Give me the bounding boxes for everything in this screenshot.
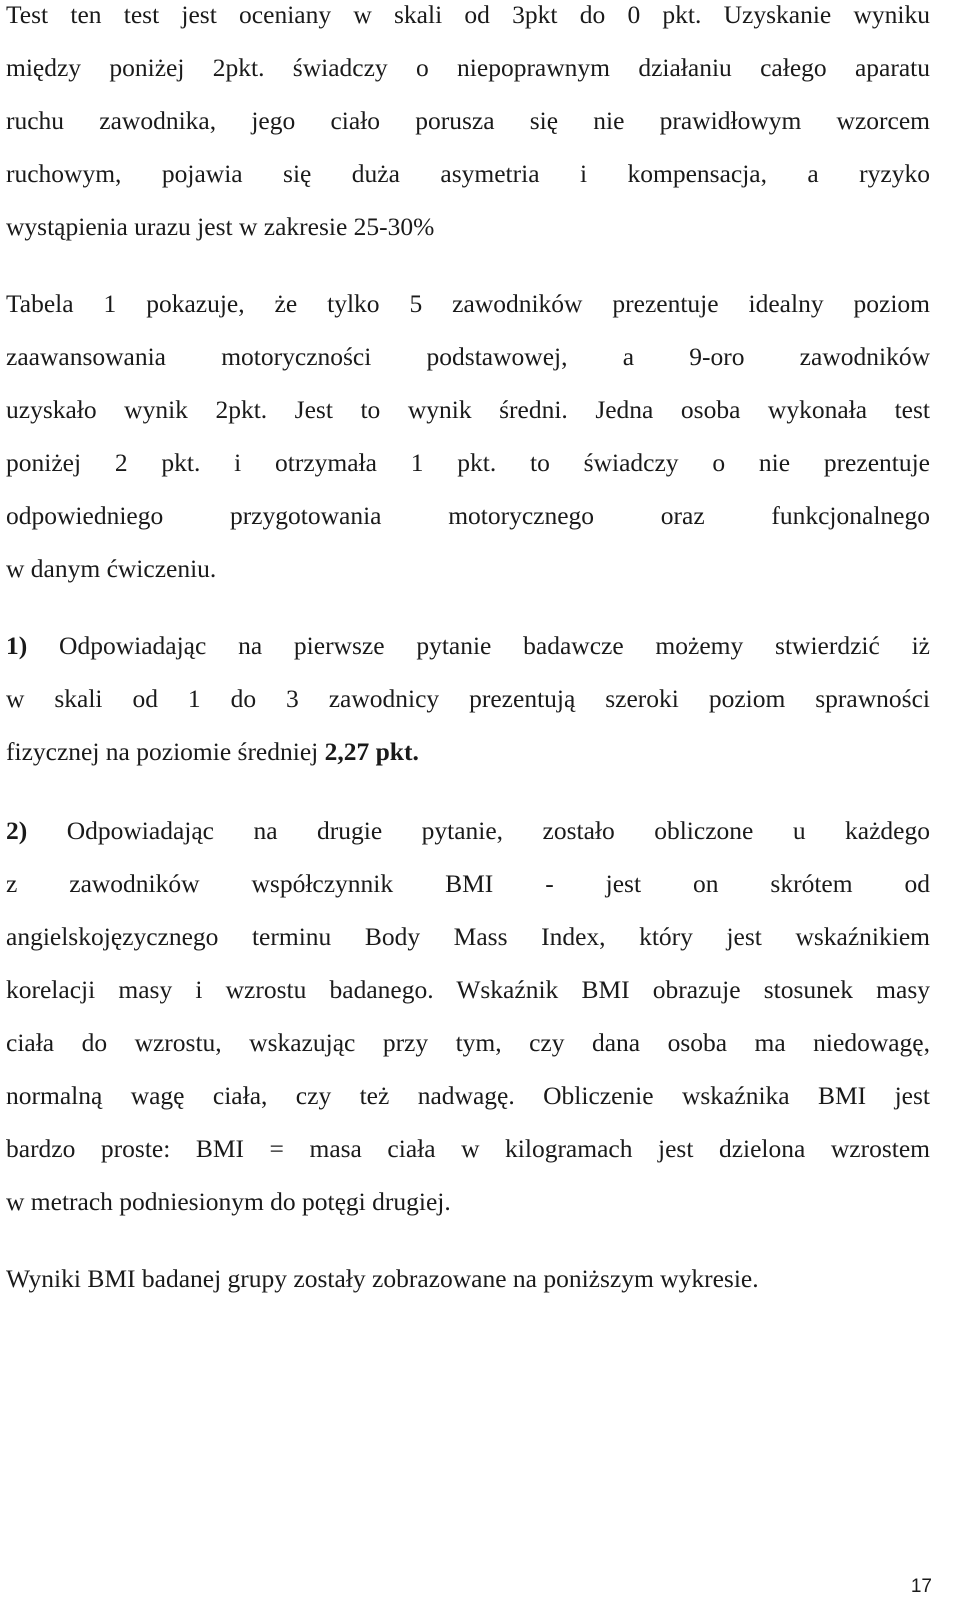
text-line: Tabela 1 pokazuje, że tylko 5 zawodników prezentuje idealny poziom bbox=[6, 289, 930, 318]
text-line: odpowiedniego przygotowania motorycznego oraz funkcjonalnego bbox=[6, 501, 930, 530]
text-line: w metrach podniesionym do potęgi drugiej. bbox=[6, 1187, 451, 1216]
text-line: uzyskało wynik 2pkt. Jest to wynik średni. Jedna osoba wykonała test bbox=[6, 395, 930, 424]
text-span: Odpowiadając na pierwsze pytanie badawcze możemy stwierdzić iż bbox=[27, 631, 930, 660]
page-number: 17 bbox=[910, 1576, 932, 1597]
text-line bbox=[6, 737, 930, 771]
text-line: zaawansowania motoryczności podstawowej, a 9-oro zawodników bbox=[6, 342, 930, 371]
text-span: fizycznej na poziomie średniej bbox=[6, 737, 325, 766]
text-line: wystąpienia urazu jest w zakresie 25-30% bbox=[6, 212, 435, 241]
text-span: Odpowiadając na drugie pytanie, zostało obliczone u każdego bbox=[27, 816, 930, 845]
text-line: ciała do wzrostu, wskazując przy tym, czy dana osoba ma niedowagę, bbox=[6, 1028, 930, 1057]
text-line: z zawodników współczynnik BMI - jest on skrótem od bbox=[6, 869, 930, 898]
text-line: w skali od 1 do 3 zawodnicy prezentują szeroki poziom sprawności bbox=[6, 684, 930, 713]
text-line: między poniżej 2pkt. świadczy o niepoprawnym działaniu całego aparatu bbox=[6, 53, 930, 82]
text-line: ruchowym, pojawia się duża asymetria i kompensacja, a ryzyko bbox=[6, 159, 930, 188]
text-line: normalną wagę ciała, czy też nadwagę. Obliczenie wskaźnika BMI jest bbox=[6, 1081, 930, 1110]
average-value: 2,27 pkt. bbox=[324, 737, 419, 766]
text-line: ruchu zawodnika, jego ciało porusza się nie prawidłowym wzorcem bbox=[6, 106, 930, 135]
text-line: Wyniki BMI badanej grupy zostały zobrazowane na poniższym wykresie. bbox=[6, 1264, 759, 1293]
text-line bbox=[6, 631, 930, 665]
text-line: Test ten test jest oceniany w skali od 3pkt do 0 pkt. Uzyskanie wyniku bbox=[6, 0, 930, 29]
text-line: bardzo proste: BMI = masa ciała w kilogramach jest dzielona wzrostem bbox=[6, 1134, 930, 1163]
text-line: angielskojęzycznego terminu Body Mass Index, który jest wskaźnikiem bbox=[6, 922, 930, 951]
text-line: w danym ćwiczeniu. bbox=[6, 554, 217, 583]
text-line bbox=[6, 816, 930, 850]
list-number: 2) bbox=[6, 816, 28, 845]
text-line: korelacji masy i wzrostu badanego. Wskaźnik BMI obrazuje stosunek masy bbox=[6, 975, 930, 1004]
text-line: poniżej 2 pkt. i otrzymała 1 pkt. to świadczy o nie prezentuje bbox=[6, 448, 930, 477]
list-number: 1) bbox=[6, 631, 28, 660]
